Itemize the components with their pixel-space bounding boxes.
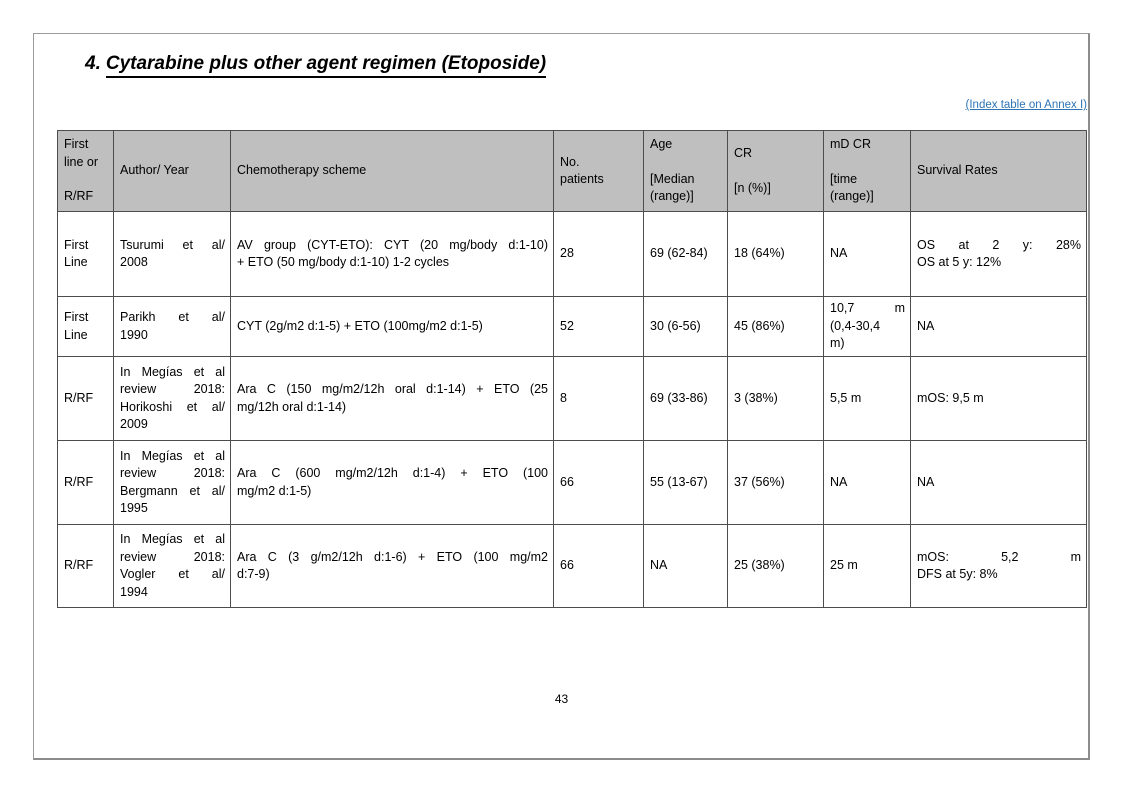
- cell-chemotherapy-scheme: Ara C (3 g/m2/12h d:1-6) + ETO (100 mg/m2 d:7-9): [231, 525, 554, 608]
- cell-no-patients: 8: [554, 357, 644, 441]
- cell-md-cr: NA: [824, 212, 911, 297]
- cell-age: 30 (6-56): [644, 297, 728, 357]
- column-header-cr: CR [n (%)]: [728, 131, 824, 212]
- cell-author-year: In Megías et al review 2018: Vogler et al/ 1994: [114, 525, 231, 608]
- cell-chemotherapy-scheme: CYT (2g/m2 d:1-5) + ETO (100mg/m2 d:1-5): [231, 297, 554, 357]
- page-title: [85, 53, 546, 75]
- cell-line-type: R/RF: [58, 525, 114, 608]
- table-row: [58, 441, 1087, 525]
- table-header-row: [58, 131, 1087, 212]
- cell-survival-rates: NA: [911, 441, 1087, 525]
- cell-line-type: First Line: [58, 212, 114, 297]
- column-header-age: Age [Median (range)]: [644, 131, 728, 212]
- cell-author-year: Tsurumi et al/ 2008: [114, 212, 231, 297]
- cell-cr: 3 (38%): [728, 357, 824, 441]
- cell-chemotherapy-scheme: Ara C (150 mg/m2/12h oral d:1-14) + ETO (25 mg/12h oral d:1-14): [231, 357, 554, 441]
- column-header-author-year: Author/ Year: [114, 131, 231, 212]
- cell-author-year: In Megías et al review 2018: Horikoshi et al/ 2009: [114, 357, 231, 441]
- cell-survival-rates: OS at 2 y: 28% OS at 5 y: 12%: [911, 212, 1087, 297]
- column-header-chemotherapy-scheme: Chemotherapy scheme: [231, 131, 554, 212]
- cell-cr: 18 (64%): [728, 212, 824, 297]
- cell-no-patients: 66: [554, 441, 644, 525]
- cell-chemotherapy-scheme: AV group (CYT-ETO): CYT (20 mg/body d:1-10) + ETO (50 mg/body d:1-10) 1-2 cycles: [231, 212, 554, 297]
- cell-line-type: R/RF: [58, 357, 114, 441]
- cell-md-cr: 5,5 m: [824, 357, 911, 441]
- cell-no-patients: 28: [554, 212, 644, 297]
- cell-age: 69 (33-86): [644, 357, 728, 441]
- cell-age: NA: [644, 525, 728, 608]
- table-row: [58, 525, 1087, 608]
- column-header-first-line: First line or R/RF: [58, 131, 114, 212]
- column-header-md-cr: mD CR [time (range)]: [824, 131, 911, 212]
- cell-cr: 25 (38%): [728, 525, 824, 608]
- cell-survival-rates: NA: [911, 297, 1087, 357]
- table-row: [58, 212, 1087, 297]
- cell-md-cr: 10,7 m (0,4-30,4 m): [824, 297, 911, 357]
- cell-age: 69 (62-84): [644, 212, 728, 297]
- cell-line-type: First Line: [58, 297, 114, 357]
- title-number: 4.: [85, 53, 101, 74]
- cell-line-type: R/RF: [58, 441, 114, 525]
- cell-no-patients: 66: [554, 525, 644, 608]
- table-row: [58, 357, 1087, 441]
- table-row: [58, 297, 1087, 357]
- cell-author-year: In Megías et al review 2018: Bergmann et al/ 1995: [114, 441, 231, 525]
- cell-cr: 45 (86%): [728, 297, 824, 357]
- column-header-survival-rates: Survival Rates: [911, 131, 1087, 212]
- cell-md-cr: 25 m: [824, 525, 911, 608]
- cell-survival-rates: mOS: 5,2 m DFS at 5y: 8%: [911, 525, 1087, 608]
- cell-md-cr: NA: [824, 441, 911, 525]
- title-text: Cytarabine plus other agent regimen (Etoposide): [106, 53, 546, 78]
- cell-survival-rates: mOS: 9,5 m: [911, 357, 1087, 441]
- regimen-table: [57, 130, 1087, 608]
- column-header-no-patients: No. patients: [554, 131, 644, 212]
- cell-age: 55 (13-67): [644, 441, 728, 525]
- cell-author-year: Parikh et al/ 1990: [114, 297, 231, 357]
- annex-index-link[interactable]: (Index table on Annex I): [965, 99, 1087, 111]
- cell-chemotherapy-scheme: Ara C (600 mg/m2/12h d:1-4) + ETO (100 mg/m2 d:1-5): [231, 441, 554, 525]
- page-number: 43: [554, 692, 569, 706]
- cell-cr: 37 (56%): [728, 441, 824, 525]
- cell-no-patients: 52: [554, 297, 644, 357]
